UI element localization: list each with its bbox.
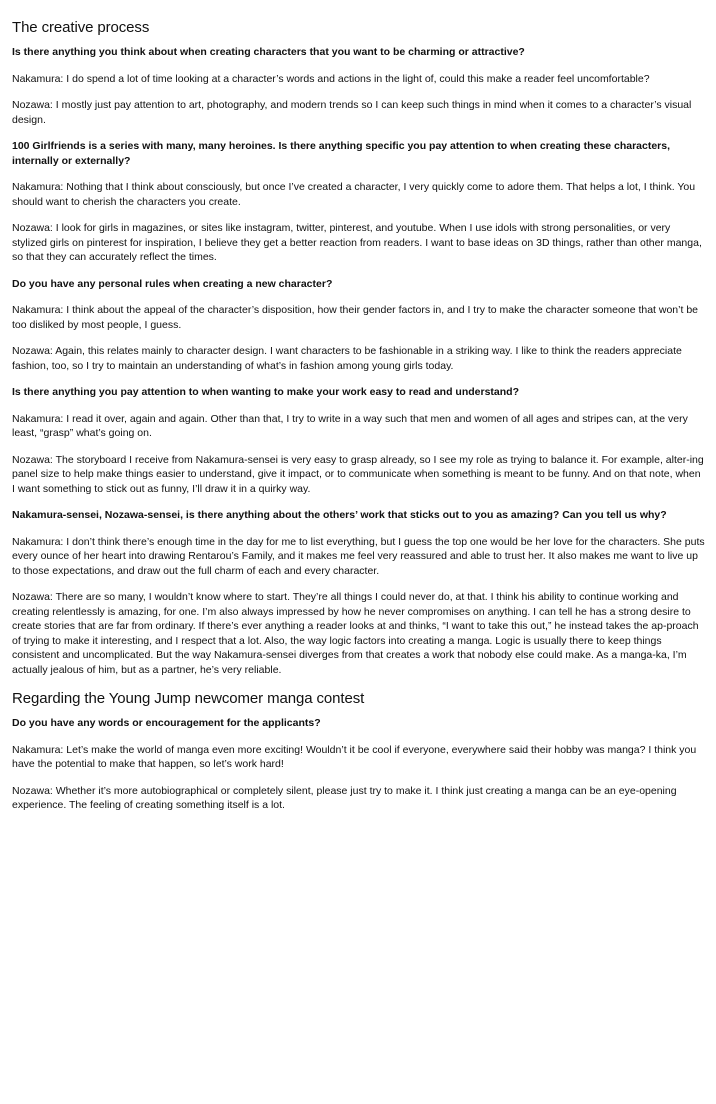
interview-answer: Nozawa: The storyboard I receive from Nakamura-sensei is very easy to grasp already, so I see my role as trying to balance it. For example, alter-ing panel size to help make things easier to understand, give it impact, or to communicate when something is meant to be funny. And on that note, when I want something to stick out as funny, I’ll draw it in a quirky way. — [12, 453, 704, 495]
interview-answer: Nakamura: I think about the appeal of the character’s disposition, how their gender factors in, and I try to make the character someone that won’t be too disliked by most people, I guess. — [12, 304, 698, 331]
interview-answer: Nozawa: There are so many, I wouldn’t know where to start. They’re all things I could never do, at that. I think his ability to continue working and creating relentlessly is amazing, for one. I’m also always impressed by how he never compromises on anything. I can tell he has a strong desire to create stories that are far from ordinary. If there’s ever anything a reader looks at and thinks, “I want to take this out,” he instead takes the ap-proach of trying to make it interesting, and I respect that a lot. Also, the way logic factors into creating a manga. Logic is usually there to keep things consistent and uncomplicated. But the way Nakamura-sensei diverges from that creates a work that nobody else could make. As a manga-ka, I’m actually jealous of him, but as a partner, he’s very reliable. — [12, 591, 699, 676]
interview-answer: Nozawa: I mostly just pay attention to art, photography, and modern trends so I can keep such things in mind when it comes to a character’s visual design. — [12, 99, 692, 126]
interview-answer: Nakamura: Let’s make the world of manga even more exciting! Wouldn’t it be cool if everyone, everywhere said their hobby was manga? I think you have the potential to make that happen, so let’s work hard! — [12, 743, 697, 770]
interview-question: Do you have any personal rules when creating a new character? — [12, 277, 333, 290]
interview-question: 100 Girlfriends is a series with many, many heroines. Is there anything specific you pay attention to when creating these characters, internally or externally? — [12, 140, 671, 167]
interview-question: Is there anything you pay attention to when wanting to make your work easy to read and understand? — [12, 386, 519, 398]
section-title: Regarding the Young Jump newcomer manga contest — [12, 690, 365, 707]
interview-question: Nakamura-sensei, Nozawa-sensei, is there anything about the others’ work that sticks out to you as amazing? Can you tell us why? — [12, 509, 667, 521]
interview-answer: Nakamura: I do spend a lot of time looking at a character’s words and actions in the light of, could this make a reader feel uncomfortable? — [12, 72, 650, 85]
interview-answer: Nozawa: Again, this relates mainly to character design. I want characters to be fashionable in a striking way. I like to think the readers appreciate fashion, too, so I try to maintain an understanding of what’s in fashion among young girls today. — [12, 345, 682, 372]
interview-answer: Nakamura: Nothing that I think about consciously, but once I’ve created a character, I very quickly come to adore them. That helps a lot, I think. You should want to cherish the characters you create. — [12, 181, 696, 208]
interview-question: Is there anything you think about when creating characters that you want to be charming or attractive? — [12, 46, 525, 58]
document-page — [12, 18, 705, 825]
interview-answer: Nozawa: I look for girls in magazines, or sites like instagram, twitter, pinterest, and youtube. When I use idols with strong personalities, or very stylized girls on pinterest for inspiration, I believe they get a better reaction from readers. I want to base ideas on 3D things, rather than other manga, so that they can accurately reflect the times. — [12, 222, 702, 263]
interview-answer: Nakamura: I don’t think there’s enough time in the day for me to list everything, but I guess the top one would be her love for the characters. She puts every ounce of her heart into drawing Rentarou’s Family, and it makes me feel very reassured and able to trust her. It also makes me want to live up to those expectations, and draw out the full charm of each and every character. — [12, 535, 705, 577]
section-title: The creative process — [12, 19, 150, 36]
interview-answer: Nozawa: Whether it’s more autobiographical or completely silent, please just try to make it. I think just creating a manga can be an eye-opening experience. The feeling of creating something itself is a lot. — [12, 784, 677, 811]
interview-question: Do you have any words or encouragement for the applicants? — [12, 717, 321, 729]
interview-answer: Nakamura: I read it over, again and again. Other than that, I try to write in a way such that men and women of all ages and stripes can, at the very least, “grasp” what’s going on. — [12, 412, 688, 439]
